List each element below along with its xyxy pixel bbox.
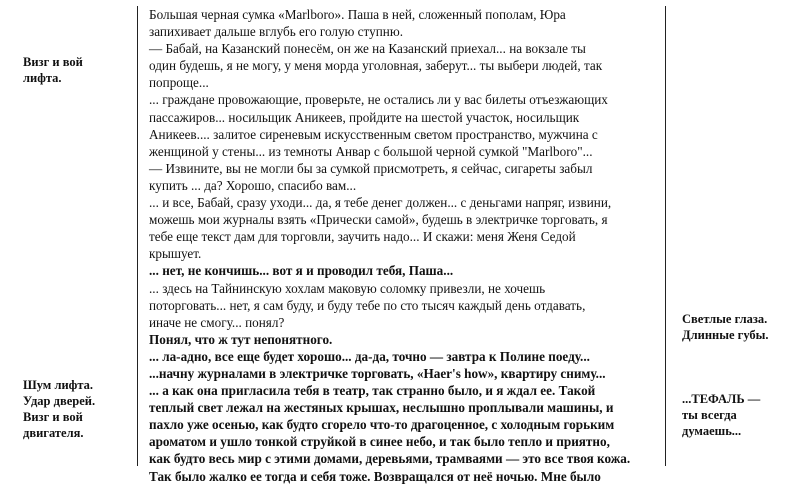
text-line: запихивает дальше вглубь его голую ступню.: [149, 24, 403, 40]
text-line: можешь мои журналы взять «Прически самой», будешь в электричке торговать, я: [149, 212, 608, 228]
text-line: теплый свет лежал на жестяных крышах, неслышно проплывали машины, и: [149, 400, 614, 416]
text-line: пассажиров... носильщик Аникеев, пройдите на шестой участок, носильщик: [149, 109, 580, 125]
margin-note-line: Светлые глаза.: [682, 312, 768, 326]
text-line: иначе не смогу... понял?: [149, 314, 285, 330]
text-line: попроще...: [149, 75, 209, 91]
text-line: пахло уже осенью, как будто сгорело что-то драгоценное, с холодным горьким: [149, 417, 615, 433]
right-column-rule: [665, 6, 666, 466]
text-line: ароматом и ушло тонкой струйкой в синее небо, и так было тепло и приятно,: [149, 434, 610, 450]
margin-note-line: Визг и вой: [23, 410, 83, 424]
text-line: купить ... да? Хорошо, спасибо вам...: [149, 177, 357, 193]
text-line: Большая черная сумка «Marlboro». Паша в ней, сложенный пополам, Юра: [149, 7, 566, 22]
text-line: ... а как она пригласила тебя в театр, так странно было, и я ждал ее. Такой: [149, 383, 596, 399]
right-margin-note: [682, 311, 769, 343]
text-line: — Извините, вы не могли бы за сумкой присмотреть, я сейчас, сигареты забыл: [149, 160, 593, 176]
text-line: ... граждане провожающие, проверьте, не остались ли у вас билеты отъезжающих: [149, 92, 608, 108]
left-column-rule: [137, 6, 138, 466]
margin-note-line: думаешь...: [682, 424, 742, 438]
text-line: ...начну журналами в электричке торговать, «Haer's how», квартиру сниму...: [149, 365, 606, 381]
margin-note-line: лифта.: [23, 71, 62, 85]
left-margin-note: [23, 377, 95, 441]
text-line: крышует.: [149, 246, 202, 262]
margin-note-line: двигателя.: [23, 426, 84, 440]
margin-note-line: ты всегда: [682, 408, 737, 422]
margin-note-line: ...ТЕФАЛЬ —: [682, 392, 761, 406]
main-text-column: [149, 6, 657, 485]
margin-note-line: Визг и вой: [23, 55, 83, 69]
text-line: Понял, что ж тут непонятного.: [149, 331, 333, 347]
text-line: ... здесь на Тайнинскую хохлам маковую соломку привезли, не хочешь: [149, 280, 546, 296]
text-line: как будто весь мир с этими домами, деревьями, трамваями — это все твоя кожа.: [149, 451, 631, 467]
text-line: один будешь, я не могу, у меня морда уголовная, заберут... ты выбери людей, так: [149, 58, 603, 74]
text-line: — Бабай, на Казанский понесём, он же на Казанский приехал... на вокзале ты: [149, 41, 586, 57]
right-margin-note: [682, 391, 760, 439]
text-line: Так было жалко ее тогда и себя тоже. Возвращался от неё ночью. Мне было: [149, 468, 601, 484]
text-line: ... ла-адно, все еще будет хорошо... да-да, точно — завтра к Полине поеду...: [149, 348, 590, 364]
margin-note-line: Шум лифта.: [23, 378, 93, 392]
margin-note-line: Удар дверей.: [23, 394, 96, 408]
left-margin-note: [23, 54, 83, 86]
text-line: тебе еще текст дам для торговли, заучить надо... И скажи: меня Женя Седой: [149, 229, 576, 245]
text-line: ... и все, Бабай, сразу уходи... да, я тебе денег должен... с деньгами напряг, извини,: [149, 195, 612, 211]
text-line: женщиной у стены... из темноты Анвар с большой черной сумкой "Marlboro"...: [149, 143, 593, 159]
text-line: Аникеев.... залитое сиреневым искусственным светом пространство, мужчина с: [149, 126, 598, 142]
margin-note-line: Длинные губы.: [682, 328, 769, 342]
text-line: ... нет, не кончишь... вот я и проводил тебя, Паша...: [149, 263, 454, 279]
text-line: поторговать... нет, я сам буду, и буду тебе по сто тысяч каждый день отдавать,: [149, 297, 586, 313]
